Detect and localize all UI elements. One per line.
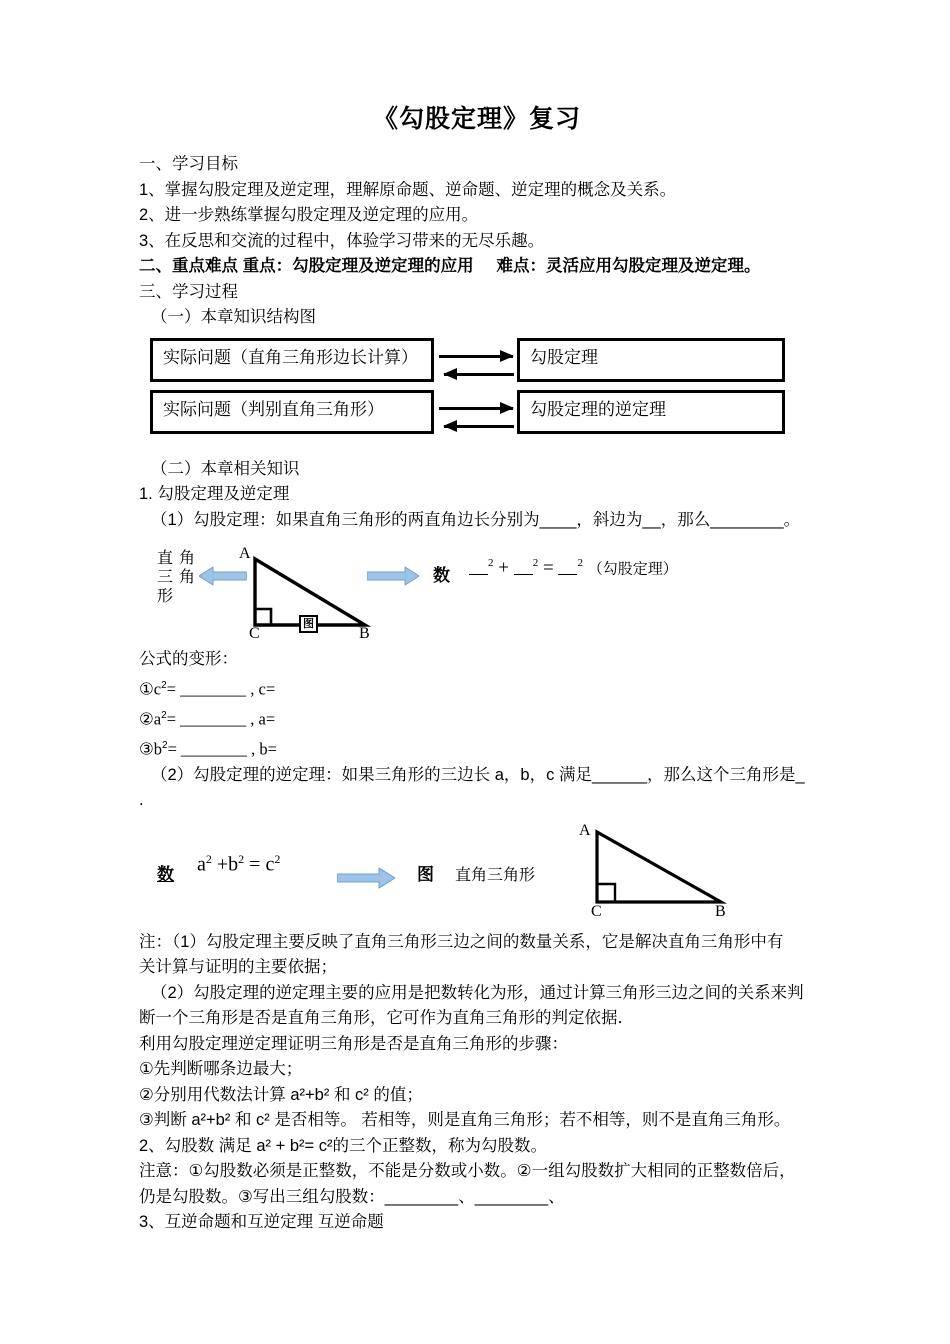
- structure-box-left-2: 实际问题（判别直角三角形）: [150, 390, 434, 434]
- converse-line-2: .: [139, 791, 144, 809]
- formula-variant-3: $③b^2=$ ________ , b=: [139, 739, 277, 758]
- formula-note: （勾股定理）: [587, 560, 678, 578]
- process-heading: 三、学习过程: [139, 282, 238, 301]
- shape-label-2-text: 直角三角形: [455, 866, 536, 884]
- structure-box-left-1: 实际问题（直角三角形边长计算）: [150, 338, 434, 382]
- triangle-figure-2: [569, 820, 759, 935]
- triangle-2-vertex-c: C: [591, 902, 602, 920]
- triangle-1-edge-tag: 图: [299, 615, 318, 633]
- shape-label-block: [157, 549, 196, 606]
- triangle-2-vertex-a: A: [579, 821, 591, 839]
- structure-heading: （一）本章知识结构图: [151, 308, 316, 326]
- number-label-1: 数: [433, 566, 450, 585]
- objective-item-3: 3、在反思和交流的过程中，体验学习带来的无尽乐趣。: [139, 231, 545, 250]
- step-line-1: ①先判断哪条边最大；: [139, 1060, 303, 1078]
- step-line-3: ③判断 a²+b² 和 c² 是否相等。 若相等，则是直角三角形；若不相等，则不是直角三角形。: [139, 1111, 791, 1129]
- page-title: 《勾股定理》复习: [372, 105, 581, 133]
- step-line-2: ②分别用代数法计算 a²+b² 和 c² 的值；: [139, 1085, 423, 1104]
- objective-item-1: 1、掌握勾股定理及逆定理，理解原命题、逆命题、逆定理的概念及关系。: [139, 180, 677, 199]
- knowledge-heading: （二）本章相关知识: [151, 459, 300, 478]
- structure-box-right-1: 勾股定理: [517, 338, 785, 382]
- note-line-1: 注：（1）勾股定理主要反映了直角三角形三边之间的数量关系，它是解决直角三角形中有: [139, 932, 784, 951]
- shape-label-col-1: 直 三 形: [157, 550, 175, 605]
- objectives-heading: 一、学习目标: [139, 155, 238, 173]
- knowledge-structure-diagram: [139, 337, 815, 453]
- pythagorean-formula-blank: $^2$ + $^2$ = $^2$ （勾股定理）: [469, 557, 678, 579]
- note-line-5: 利用勾股定理逆定理证明三角形是否是直角三角形的步骤：: [139, 1034, 568, 1053]
- diagram-shape-to-number: [139, 547, 815, 647]
- note-line-3: （2）勾股定理的逆定理主要的应用是把数转化为形，通过计算三角形三边之间的关系来判: [151, 983, 804, 1002]
- attention-line-1: 注意：①勾股数必须是正整数，不能是分数或小数。②一组勾股数扩大相同的正整数倍后，: [139, 1162, 796, 1180]
- formula-blank-b: [514, 560, 533, 575]
- triangle-1-vertex-c: C: [249, 625, 260, 642]
- formula-variants-heading: 公式的变形：: [139, 650, 238, 668]
- objective-item-2: 2、进一步熟练掌握勾股定理及逆定理的应用。: [139, 206, 479, 224]
- formula-variant-1: $①c^2=$ ________ , c=: [139, 679, 276, 698]
- triangle-2-vertex-b: B: [715, 902, 726, 920]
- number-label-2: 数: [157, 864, 174, 884]
- key-difficulty-line: 二、重点难点 重点：勾股定理及逆定理的应用 难点：灵活应用勾股定理及逆定理。: [139, 257, 761, 275]
- item2-line: 2、勾股数 满足 a² + b²= c²的三个正整数，称为勾股数。: [139, 1136, 547, 1155]
- pythagorean-formula-abc: $a^2 +b^2 = c^2$: [197, 851, 281, 876]
- structure-box-right-2: 勾股定理的逆定理: [517, 390, 785, 434]
- note-line-2: 关计算与证明的主要依据；: [139, 958, 337, 976]
- note-line-4: 断一个三角形是否是直角三角形，它可作为直角三角形的判定依据．: [139, 1009, 634, 1027]
- converse-line: （2）勾股定理的逆定理：如果三角形的三边长 a，b，c 满足______，那么这个三角形是_: [151, 765, 805, 784]
- triangle-1-vertex-a: A: [239, 545, 251, 562]
- blue-arrow-right-icon-2: [337, 866, 395, 890]
- attention-line-2: 仍是勾股数。③写出三组勾股数：________、________、: [139, 1187, 565, 1206]
- formula-blank-c: [558, 560, 577, 575]
- diagram-number-to-shape: [139, 820, 815, 930]
- theorem-line: （1）勾股定理：如果直角三角形的两直角边长分别为____，斜边为__，那么________。: [151, 510, 801, 529]
- item1-heading: 1. 勾股定理及逆定理: [139, 485, 290, 503]
- shape-label-2: 图: [417, 864, 434, 884]
- blue-arrow-right-icon-1: [367, 565, 419, 587]
- formula-blank-a: [469, 560, 488, 575]
- triangle-1-vertex-b: B: [359, 625, 370, 642]
- formula-variant-2: $②a^2=$ ________ , a=: [139, 709, 276, 728]
- shape-label-col-2: 角 角: [179, 550, 197, 586]
- document-body: [139, 104, 815, 1236]
- item3-line: 3、互逆命题和互逆定理 互逆命题: [139, 1213, 384, 1231]
